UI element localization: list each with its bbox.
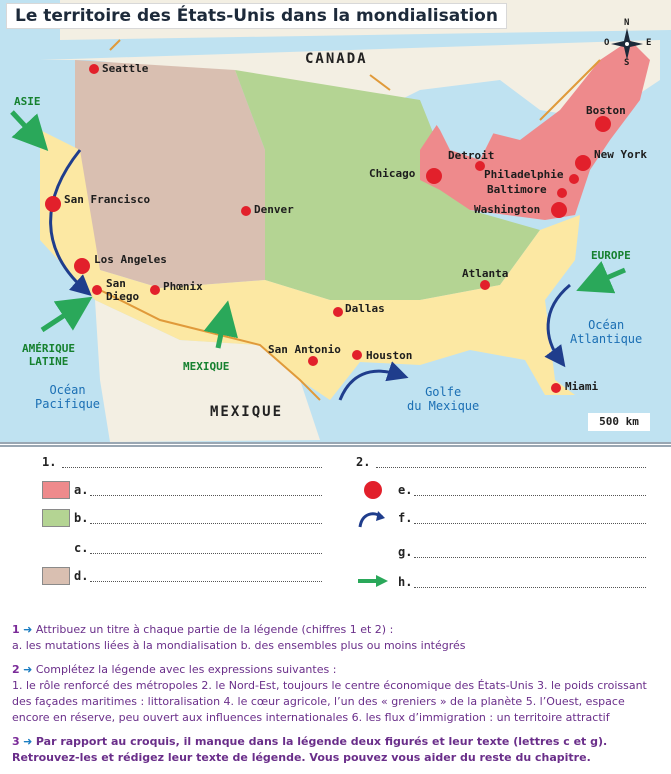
q1-sub: a. les mutations liées à la mondialisation b. des ensembles plus ou moins intégrés bbox=[12, 639, 466, 652]
q2-text: Complétez la légende avec les expressions suivantes : bbox=[35, 663, 337, 676]
city-denver: Denver bbox=[254, 203, 294, 216]
legend bbox=[0, 445, 671, 609]
legend-b-line[interactable] bbox=[90, 523, 322, 524]
city-baltimore: Baltimore bbox=[487, 183, 547, 196]
legend-e-dot bbox=[362, 479, 384, 501]
legend-col2-line[interactable] bbox=[376, 467, 646, 468]
label-pacifique: Océan Pacifique bbox=[35, 383, 101, 411]
q3-text: Par rapport au croquis, il manque dans la légende deux figurés et leur texte (lettres c et g). Retrouvez-les et rédigez leur texte de légende. Vous pouvez vous aider du reste du chapitre. bbox=[12, 735, 608, 764]
legend-c-line[interactable] bbox=[90, 553, 322, 554]
compass-o: O bbox=[604, 38, 610, 48]
city-washington: Washington bbox=[474, 203, 541, 216]
legend-f-line[interactable] bbox=[414, 523, 646, 524]
label-europe: EUROPE bbox=[591, 249, 631, 262]
city-san-antonio: San Antonio bbox=[268, 343, 341, 356]
city-houston: Houston bbox=[366, 349, 413, 362]
city-philadelphie: Philadelphie bbox=[484, 168, 564, 181]
city-san-diego: San Diego bbox=[106, 277, 140, 303]
legend-col1-number: 1. bbox=[42, 455, 57, 469]
city-boston: Boston bbox=[586, 104, 626, 117]
question-2 bbox=[12, 662, 662, 726]
flow-asie bbox=[12, 112, 38, 140]
question-3 bbox=[12, 734, 662, 766]
legend-g: g. bbox=[398, 545, 413, 559]
q1-number: 1 bbox=[12, 623, 20, 636]
legend-d: d. bbox=[74, 569, 89, 583]
city-los-angeles: Los Angeles bbox=[94, 253, 167, 266]
legend-h: h. bbox=[398, 575, 413, 589]
q2-number: 2 bbox=[12, 663, 20, 676]
compass-s: S bbox=[624, 58, 630, 68]
q3-arrow-icon: ➜ bbox=[23, 735, 33, 748]
swatch-d bbox=[42, 567, 70, 585]
compass-e: E bbox=[646, 38, 652, 48]
label-amerique-latine: AMÉRIQUE LATINE bbox=[22, 342, 75, 368]
question-1 bbox=[12, 622, 662, 654]
city-phoenix: Phœnix bbox=[163, 280, 203, 293]
instructions bbox=[12, 622, 662, 774]
swatch-a bbox=[42, 481, 70, 499]
label-golfe: Golfe du Mexique bbox=[407, 385, 480, 413]
q1-arrow-icon: ➜ bbox=[23, 623, 33, 636]
q2-sub: 1. le rôle renforcé des métropoles 2. le Nord-Est, toujours le centre économique des États-Unis 3. le poids croissant des façades maritimes : littoralisation 4. le cœur agricole, l’un des « greniers » de la planète 5. l’Ouest, espace encore en réserve, peu ouvert aux influences internationales 6. les flux d’immigration : un territoire attractif bbox=[12, 679, 647, 724]
atlantic-current bbox=[548, 285, 570, 360]
legend-c: c. bbox=[74, 541, 89, 555]
label-mexique-flow: MEXIQUE bbox=[183, 360, 230, 373]
legend-e-line[interactable] bbox=[414, 495, 646, 496]
q3-number: 3 bbox=[12, 735, 20, 748]
city-new-york: New York bbox=[594, 148, 647, 161]
flow-amerique bbox=[42, 305, 80, 330]
city-miami: Miami bbox=[565, 380, 599, 393]
legend-a-line[interactable] bbox=[90, 495, 322, 496]
legend-f: f. bbox=[398, 511, 413, 525]
map-title: Le territoire des États-Unis dans la mondialisation bbox=[6, 3, 507, 29]
legend-h-line[interactable] bbox=[414, 587, 646, 588]
label-asie: ASIE bbox=[14, 95, 41, 108]
city-san-francisco: San Francisco bbox=[64, 193, 151, 206]
city-atlanta: Atlanta bbox=[462, 267, 509, 280]
legend-a: a. bbox=[74, 483, 89, 497]
legend-h-arrow bbox=[356, 573, 390, 589]
city-dallas: Dallas bbox=[345, 302, 385, 315]
city-chicago: Chicago bbox=[369, 167, 416, 180]
q2-arrow-icon: ➜ bbox=[23, 663, 33, 676]
legend-f-arrow bbox=[356, 505, 388, 531]
legend-g-line[interactable] bbox=[414, 557, 646, 558]
legend-col2-number: 2. bbox=[356, 455, 371, 469]
compass-n: N bbox=[624, 18, 630, 28]
legend-e: e. bbox=[398, 483, 413, 497]
scale-bar: 500 km bbox=[588, 413, 650, 431]
swatch-b bbox=[42, 509, 70, 527]
label-canada: CANADA bbox=[305, 51, 368, 67]
flow-europe bbox=[590, 270, 625, 285]
label-mexique: MEXIQUE bbox=[210, 404, 284, 420]
city-seattle: Seattle bbox=[102, 62, 149, 75]
label-atlantique: Océan Atlantique bbox=[570, 318, 643, 346]
legend-b: b. bbox=[74, 511, 89, 525]
legend-d-line[interactable] bbox=[90, 581, 322, 582]
q1-text: Attribuez un titre à chaque partie de la légende (chiffres 1 et 2) : bbox=[35, 623, 394, 636]
legend-col1-line[interactable] bbox=[62, 467, 322, 468]
city-detroit: Detroit bbox=[448, 149, 495, 162]
